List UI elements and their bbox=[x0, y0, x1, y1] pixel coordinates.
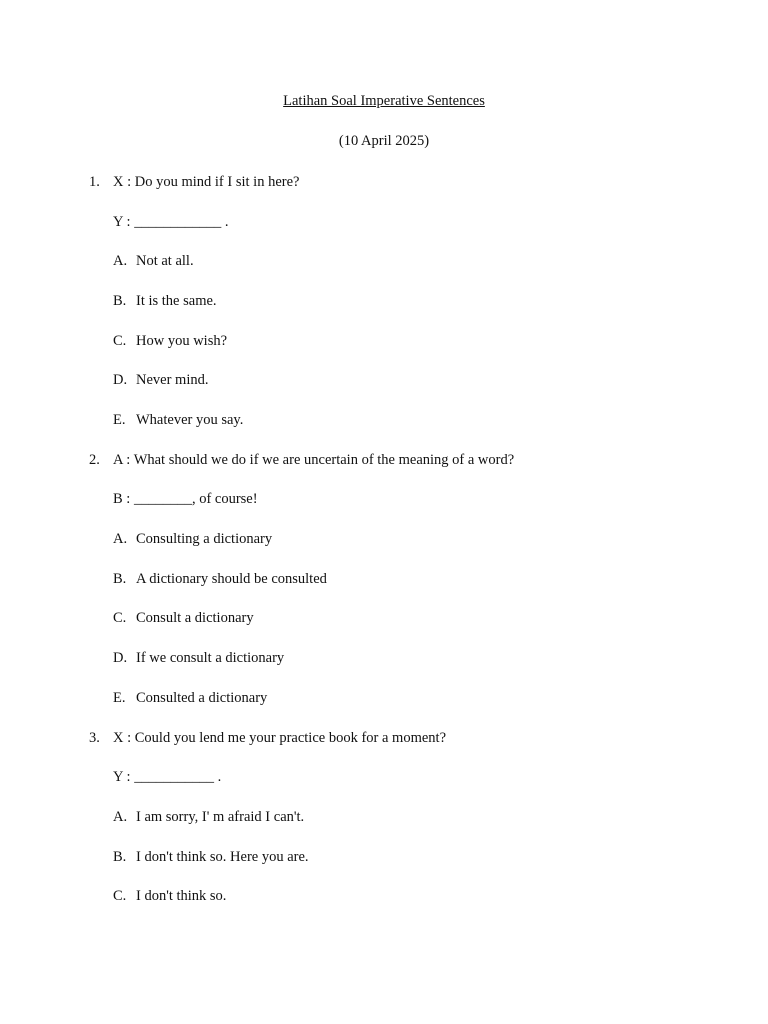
option-letter: C. bbox=[113, 610, 127, 626]
option-text: It is the same. bbox=[136, 293, 217, 309]
question-number: 2. bbox=[89, 452, 100, 468]
question-number: 1. bbox=[89, 174, 100, 190]
option-letter: C. bbox=[113, 888, 127, 904]
question-response-blank: Y : ____________ . bbox=[113, 214, 229, 230]
option-letter: A. bbox=[113, 531, 128, 547]
option-text: I don't think so. Here you are. bbox=[136, 849, 309, 865]
question-response-blank: B : ________, of course! bbox=[113, 491, 258, 507]
option-letter: A. bbox=[113, 253, 128, 269]
option-letter: B. bbox=[113, 571, 127, 587]
option-text: Not at all. bbox=[136, 253, 194, 269]
option-text: If we consult a dictionary bbox=[136, 650, 285, 666]
question-number: 3. bbox=[89, 730, 100, 746]
question-prompt: X : Do you mind if I sit in here? bbox=[113, 174, 300, 190]
option-letter: D. bbox=[113, 650, 128, 666]
option-text: I am sorry, I' m afraid I can't. bbox=[136, 809, 305, 825]
option-text: Consult a dictionary bbox=[136, 610, 254, 626]
option-letter: E. bbox=[113, 690, 126, 706]
option-letter: B. bbox=[113, 849, 127, 865]
option-text: How you wish? bbox=[136, 333, 228, 349]
document-title: Latihan Soal Imperative Sentences bbox=[283, 93, 485, 109]
option-text: Consulting a dictionary bbox=[136, 531, 273, 547]
option-letter: A. bbox=[113, 809, 128, 825]
document-date: (10 April 2025) bbox=[338, 133, 430, 149]
option-text: Consulted a dictionary bbox=[136, 690, 268, 706]
question-prompt: A : What should we do if we are uncertain of the meaning of a word? bbox=[113, 452, 515, 468]
option-letter: C. bbox=[113, 333, 127, 349]
question-prompt: X : Could you lend me your practice book for a moment? bbox=[113, 730, 447, 746]
question-response-blank: Y : ___________ . bbox=[113, 769, 222, 785]
option-letter: B. bbox=[113, 293, 127, 309]
option-text: I don't think so. bbox=[136, 888, 227, 904]
option-text: Whatever you say. bbox=[136, 412, 244, 428]
option-text: A dictionary should be consulted bbox=[136, 571, 327, 587]
option-letter: D. bbox=[113, 372, 128, 388]
option-text: Never mind. bbox=[136, 372, 209, 388]
option-letter: E. bbox=[113, 412, 126, 428]
